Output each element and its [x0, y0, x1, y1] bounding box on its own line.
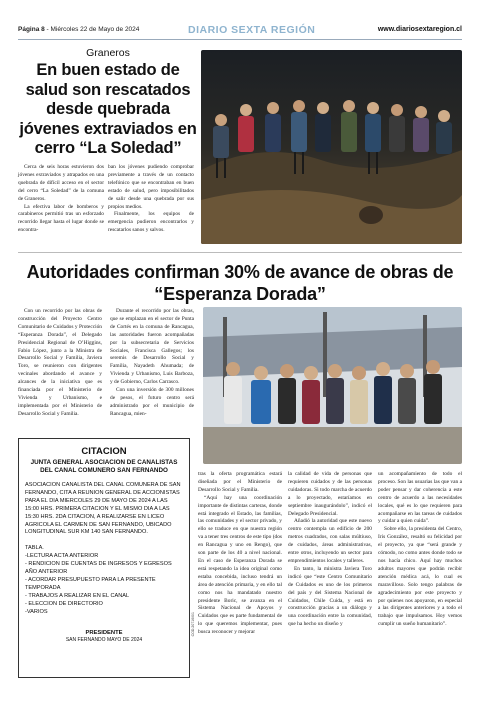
notice-title: CITACION: [81, 446, 127, 457]
article2-headline: Autoridades confirman 30% de avance de obras de “Esperanza Dorada”: [26, 262, 454, 304]
article1-paragraph: Finalmente, los equipos de emergencia pudieron encontrarlos y rescatarlos sanos y salvos.: [108, 211, 194, 234]
agenda-item: - RENDICION DE CUENTAS DE INGRESOS Y EGRESOS AÑO ANTERIOR: [25, 561, 172, 576]
article2-column-5: [378, 471, 462, 629]
website-link[interactable]: www.diariosextaregion.cl: [377, 26, 462, 33]
article2-column-2: [110, 308, 194, 419]
article2-column-4: [288, 471, 372, 629]
agenda-item: - TRABAJOS A REALIZAR EN EL CANAL: [25, 592, 130, 599]
notice-sign-date: SAN FERNANDO MAYO DE 2024: [65, 636, 143, 643]
issue-date: Miércoles 22 de Mayo de 2024: [50, 26, 140, 33]
article2-column-1: [18, 308, 102, 419]
ad-code: COD.20716/0/1: [191, 612, 195, 637]
notice-subtitle: JUNTA GENERAL ASOCIACION DE CANALISTAS DEL CANAL COMUNERO SAN FERNANDO: [30, 459, 178, 474]
article1-column-1: [18, 164, 104, 235]
article2-photo-authorities: [203, 307, 462, 464]
notice-signature: PRESIDENTE: [85, 629, 123, 636]
article1-column-2: [108, 164, 194, 235]
page-number: Página 8: [18, 26, 45, 33]
agenda-item: - ELECCION DE DIRECTORIO: [25, 600, 103, 607]
page-header: [18, 25, 462, 39]
masthead: DIARIO SEXTA REGIÓN: [188, 24, 316, 36]
article2-column-3: [198, 471, 282, 637]
article2-paragraph: Con un recorrido por las obras de construcción del Proyecto Centro Comunitario de Cuidados y Protección “Esperanza Dorada”, el Delegado Presidencial Regional de O’Higgins, Fabio López, junto a la Ministra de Desarrollo Social y Familia, Javiera Toro, se reunieron con dirigentes vecinales abordando el avance y alcances de la iniciativa que es financiada por el Ministerio de Vivienda y Urbanismo, e implementada por el Ministerio de Desarrollo Social y Familia.: [18, 308, 102, 417]
article1-photo-rescuers: [201, 50, 462, 244]
article1-headline: En buen estado de salud son rescatados desde quebrada jóvenes extraviados en cerro “La Soledad”: [19, 61, 197, 157]
article2-paragraph: Durante el recorrido por las obras, que se emplazan en el sector de Punta de Cortés en la comuna de Rancagua, las autoridades fueron acompañadas por la subsecretaria de Servicios Sociales, Francisca Gallegos; los seremis de Desarrollo Social y Familia, Nayadeth Ahumada; de Vivienda y Urbanismo, Luis Barboza, y de Gobierno, Carlos Carrasco.: [110, 308, 194, 386]
agenda-item: - ACORDAR PRESUPUESTO PARA LA PRESENTE TEMPORADA: [25, 576, 156, 591]
article2-paragraph: Sobre ello, la presidenta del Centro, Iris González, resaltó su felicidad por el proyecto, ya que “será grande y cómodo, no como antes donde todo se nos hacía chico. Aquí hay muchos adultos mayores que podrán recibir atención médica acá, lo cual es maravilloso. Solo tengo palabras de agradecimiento por este proyecto y por quienes nos apoyaron, en especial a las dirigentes anteriores y a todo el trabajo que impulsamos. Hoy vemos cumplir un sueño humanitario”.: [378, 526, 462, 628]
agenda-item: -LECTURA ACTA ANTERIOR: [25, 553, 99, 560]
agenda-item: -VARIOS: [25, 608, 48, 615]
article2-paragraph: Con una inversión de 300 millones de pesos, el futuro centro será administrado por el municipio de Rancagua, mien-: [110, 387, 194, 417]
article2-paragraph: “Aquí hay una coordinación importante de distintas carteras, donde está integrado el Estado, las familias, las comunidades y el sector privado, y ello se traduce en que nuestra región va a tener tres centros de este tipo (dos en Rancagua y uno en Rengo), que son parte de los 40 a nivel nacional. En el caso de Esperanza Dorada se está respetando la idea original como estaba concebida, incluso tendrá un área de atención primaria, y en ello tal como nos ha mandatado nuestro presidente Boric, se avanza en el Sistema Nacional de Apoyos y Cuidados que es parte fundamental de lo que queremos implementar, pues busca reconocer y mejorar: [198, 494, 282, 636]
article1-paragraph: La efectiva labor de bomberos y carabineros permitió tras un esforzado recorrido llegar hasta el lugar donde se encontra-: [18, 203, 104, 234]
article2-paragraph: En tanto, la ministra Javiera Toro indicó que “este Centro Comunitario de Cuidados es uno de los primeros del país y del Sistema Nacional de Cuidados, Chile Cuida, y está en construcción gracias a un diálogo y una coordinación entre la comunidad, que ha hecho un diseño y: [288, 565, 372, 628]
article1-paragraph: ban los jóvenes pudiendo comprobar previamente a través de un contacto telefónico que se encontraban en buen estado de salud, pero imposibilitados de salir desde una quebrada por sus propios medios.: [108, 164, 194, 210]
article2-paragraph: la calidad de vida de personas que requieren cuidados y de las personas cuidadoras. Si todo marcha de acuerdo a lo proyectado, estaríamos en septiembre inaugurándolo”, indicó el Delegado Presidencial.: [288, 471, 372, 517]
notice-agenda: [25, 545, 183, 616]
article2-paragraph: un acompañamiento de todo el proceso. Son las usuarias las que van a poder pensar y dar coherencia a este centro de acuerdo a las necesidades locales, qué es lo que requieren para acompañarse en las tareas de cuidados y cuidar a quien cuida”.: [378, 471, 462, 525]
agenda-label: TABLA.: [25, 545, 44, 552]
article1-paragraph: Cerca de seis horas estuvieron dos jóvenes extraviados y atrapados en una quebrada de difícil acceso en el sector del cerro “La Soledad” de la comuna de Graneros.: [18, 164, 104, 202]
notice-body: ASOCIACION CANALISTA DEL CANAL COMUNERA DE SAN FERNANDO, CITA A REUNION GENERAL DE ACCIONISTAS PARA EL DIA MIERCOLES 29 DE MAYO DE 2024 A LAS 15:00 HRS. PRIMERA CITACION Y EL MISMO DIA A LAS 15:30 HRS. 2DA CITACION, A REALIZARSE EN LICEO AGRICOLA EL CARMEN DE SAN FERNANDO, UBICADO LONGITUDINAL SUR KM 140 SAN FERNANDO.: [25, 482, 181, 536]
article2-paragraph: Añadió la autoridad que este nuevo centro contempla un edificio de 200 metros cuadrados, con salas múltiuso, de cuidados, áreas administrativas, entre otros, incluyendo un sector para emprendimientos locales y talleres.: [288, 518, 372, 564]
article2-paragraph: tras la oferta programática estará diseñada por el Ministerio de Desarrollo Social y Familia.: [198, 471, 282, 493]
article1-kicker: Graneros: [86, 47, 130, 59]
page-date-line: Página 8 - Miércoles 22 de Mayo de 2024: [18, 26, 140, 33]
header-divider: [18, 39, 462, 40]
citation-notice: [18, 438, 190, 678]
article-divider: [18, 252, 462, 253]
